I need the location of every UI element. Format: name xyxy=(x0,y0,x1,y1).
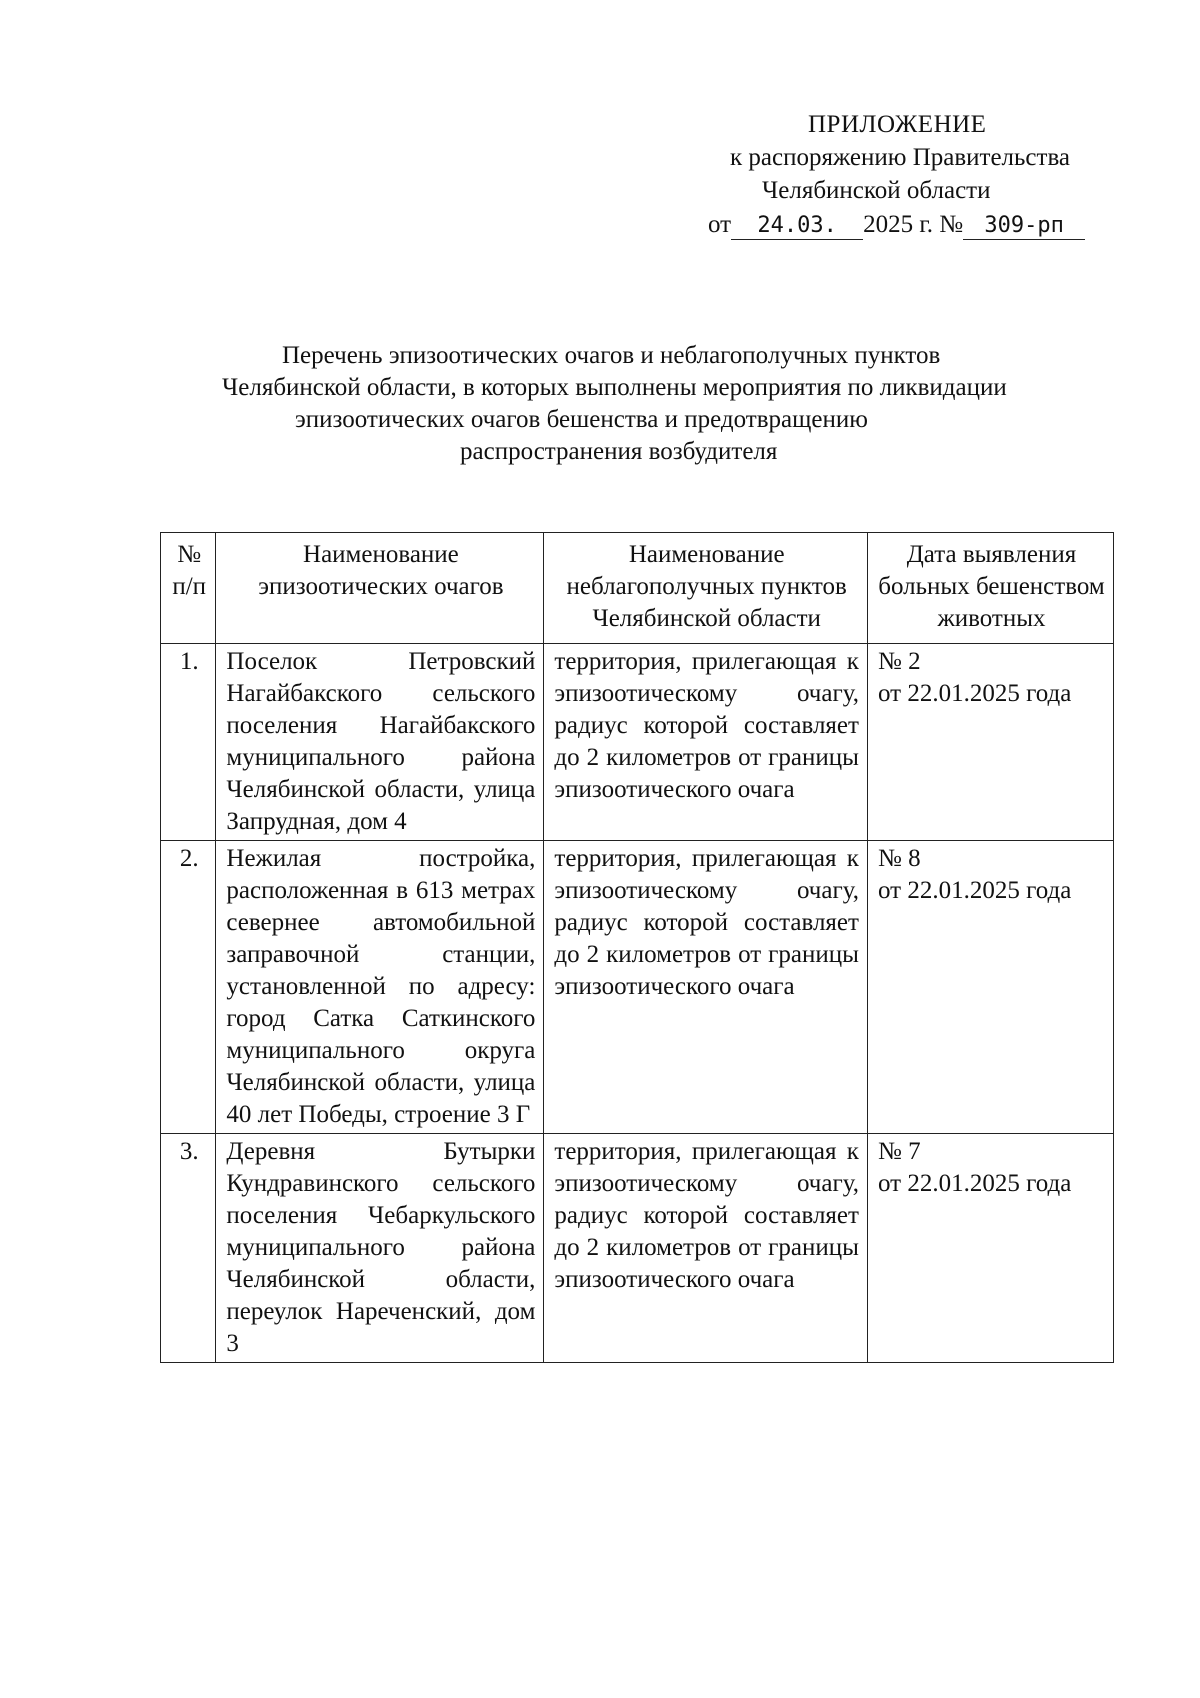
row-act-number: № 2 xyxy=(877,648,921,675)
heading-line-1: Перечень эпизоотических очагов и неблагополучных пунктов xyxy=(282,342,941,369)
header-date: Дата выявления больных бешенством животных xyxy=(867,533,1113,644)
row-point: территория, прилегающая к эпизоотическому очагу, радиус которой составляет до 2 километров от границы эпизоотического очага xyxy=(544,1134,868,1363)
row-act-number: № 8 xyxy=(877,845,921,872)
heading-line-2: Челябинской области, в которых выполнены мероприятия по ликвидации xyxy=(222,374,1007,401)
row-point: территория, прилегающая к эпизоотическому очагу, радиус которой составляет до 2 километров от границы эпизоотического очага xyxy=(544,841,868,1134)
row-focus: Поселок Петровский Нагайбакского сельского поселения Нагайбакского муниципального района Челябинской области, улица Запрудная, дом 4 xyxy=(216,644,544,841)
appendix-order-line: к распоряжению Правительства xyxy=(730,144,1071,171)
row-focus: Деревня Бутырки Кундравинского сельского поселения Чебаркульского муниципального района Челябинской области, переулок Нареченский, дом 3 xyxy=(216,1134,544,1363)
from-label: от xyxy=(708,211,732,238)
appendix-region-line: Челябинской области xyxy=(762,177,991,204)
row-date: от 22.01.2025 года xyxy=(877,877,1072,904)
appendix-date-line xyxy=(708,208,1085,241)
row-date-cell xyxy=(867,644,1113,841)
table-row xyxy=(161,644,1114,841)
row-number: 1. xyxy=(161,644,216,841)
header-number: № п/п xyxy=(161,533,216,644)
table-row xyxy=(161,1134,1114,1363)
row-date-cell xyxy=(867,1134,1113,1363)
table-header-row xyxy=(161,533,1114,644)
header-focus: Наименование эпизоотических очагов xyxy=(216,533,544,644)
row-number: 2. xyxy=(161,841,216,1134)
heading-line-3: эпизоотических очагов бешенства и предотвращению xyxy=(295,406,868,433)
row-act-number: № 7 xyxy=(877,1138,921,1165)
order-year: 2025 г. № xyxy=(863,211,964,238)
row-number: 3. xyxy=(161,1134,216,1363)
table-row xyxy=(161,841,1114,1134)
order-date: 24.03. xyxy=(731,213,863,240)
heading-line-4: распространения возбудителя xyxy=(460,438,778,465)
row-date: от 22.01.2025 года xyxy=(877,1170,1072,1197)
row-date-cell xyxy=(867,841,1113,1134)
row-point: территория, прилегающая к эпизоотическому очагу, радиус которой составляет до 2 километров от границы эпизоотического очага xyxy=(544,644,868,841)
foci-table xyxy=(160,532,1114,1363)
row-date: от 22.01.2025 года xyxy=(877,680,1072,707)
row-focus: Нежилая постройка, расположенная в 613 метрах севернее автомобильной заправочной станции, установленной по адресу: город Сатка Саткинского муниципального округа Челябинской области, улица 40 лет Победы, строение 3 Г xyxy=(216,841,544,1134)
header-point: Наименование неблагополучных пунктов Челябинской области xyxy=(544,533,868,644)
appendix-title: ПРИЛОЖЕНИЕ xyxy=(808,111,987,138)
order-number: 309-рп xyxy=(963,213,1085,240)
